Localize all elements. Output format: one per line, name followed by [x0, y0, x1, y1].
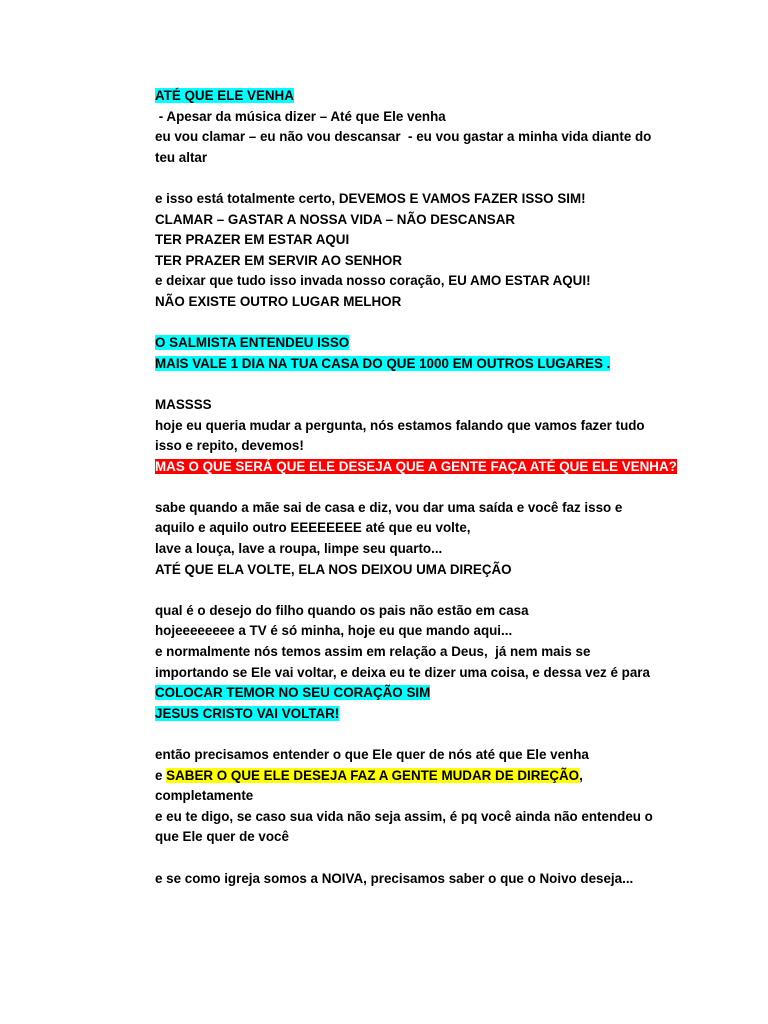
text-line: isso e repito, devemos!	[155, 438, 304, 454]
text-line: hojeeeeeeee a TV é só minha, hoje eu que mando aqui...	[155, 623, 513, 639]
text-line: MASSSS	[155, 396, 212, 412]
yellow-highlight: SABER O QUE ELE DESEJA FAZ A GENTE MUDAR DE DIREÇÃO	[166, 767, 580, 783]
text-line: TER PRAZER EM ESTAR AQUI	[155, 232, 350, 248]
highlight-line	[155, 457, 728, 478]
highlighted-text: O SALMISTA ENTENDEU ISSO	[155, 335, 350, 351]
paragraph-spacer	[155, 580, 728, 601]
highlight-line	[155, 354, 728, 375]
text-fragment: e	[155, 767, 167, 783]
paragraph-spacer	[155, 374, 728, 395]
title-line	[155, 86, 728, 107]
paragraph-spacer	[155, 313, 728, 334]
text-line: - Apesar da música dizer – Até que Ele venha	[155, 108, 446, 124]
paragraph-spacer	[155, 168, 728, 189]
highlight-line	[155, 704, 728, 725]
question-highlight: MAS O QUE SERÁ QUE ELE DESEJA QUE A GENTE FAÇA ATÉ QUE ELE VENHA?	[155, 458, 677, 474]
text-line: CLAMAR – GASTAR A NOSSA VIDA – NÃO DESCANSAR	[155, 211, 516, 227]
highlighted-text: JESUS CRISTO VAI VOLTAR!	[155, 705, 340, 721]
paragraph-spacer	[155, 477, 728, 498]
text-line: hoje eu queria mudar a pergunta, nós estamos falando que vamos fazer tudo	[155, 417, 645, 433]
text-line: completamente	[155, 788, 254, 804]
text-line: ATÉ QUE ELA VOLTE, ELA NOS DEIXOU UMA DIREÇÃO	[155, 561, 512, 577]
highlighted-text: MAIS VALE 1 DIA NA TUA CASA DO QUE 1000 EM OUTROS LUGARES .	[155, 355, 611, 371]
text-line: NÃO EXISTE OUTRO LUGAR MELHOR	[155, 293, 402, 309]
text-line: lave a louça, lave a roupa, limpe seu quarto...	[155, 541, 443, 557]
text-line: que Ele quer de você	[155, 829, 289, 845]
text-line: eu vou clamar – eu não vou descansar - eu vou gastar a minha vida diante do	[155, 129, 652, 145]
text-line: qual é o desejo do filho quando os pais não estão em casa	[155, 602, 529, 618]
text-line: então precisamos entender o que Ele quer de nós até que Ele venha	[155, 747, 589, 762]
mixed-line	[155, 766, 728, 787]
text-line: importando se Ele vai voltar, e deixa eu te dizer uma coisa, e dessa vez é para	[155, 664, 650, 680]
text-line: aquilo e aquilo outro EEEEEEEE até que eu volte,	[155, 520, 471, 536]
text-line: e isso está totalmente certo, DEVEMOS E VAMOS FAZER ISSO SIM!	[155, 190, 586, 206]
paragraph-spacer	[155, 724, 728, 745]
text-line: sabe quando a mãe sai de casa e diz, vou dar uma saída e você faz isso e	[155, 499, 623, 515]
text-fragment: ,	[579, 767, 583, 783]
document-title: ATÉ QUE ELE VENHA	[155, 88, 294, 103]
text-line: e normalmente nós temos assim em relação a Deus, já nem mais se	[155, 644, 591, 660]
highlighted-text: COLOCAR TEMOR NO SEU CORAÇÃO SIM	[155, 685, 431, 701]
text-line: e eu te digo, se caso sua vida não seja assim, é pq você ainda não entendeu o	[155, 808, 653, 824]
text-line: e deixar que tudo isso invada nosso coração, EU AMO ESTAR AQUI!	[155, 273, 591, 289]
text-line: TER PRAZER EM SERVIR AO SENHOR	[155, 252, 403, 268]
text-line: teu altar	[155, 149, 208, 165]
highlight-line	[155, 683, 728, 704]
highlight-line	[155, 333, 728, 354]
closing-line: e se como igreja somos a NOIVA, precisamos saber o que o Noivo deseja...	[155, 870, 634, 886]
paragraph-spacer	[155, 848, 728, 869]
